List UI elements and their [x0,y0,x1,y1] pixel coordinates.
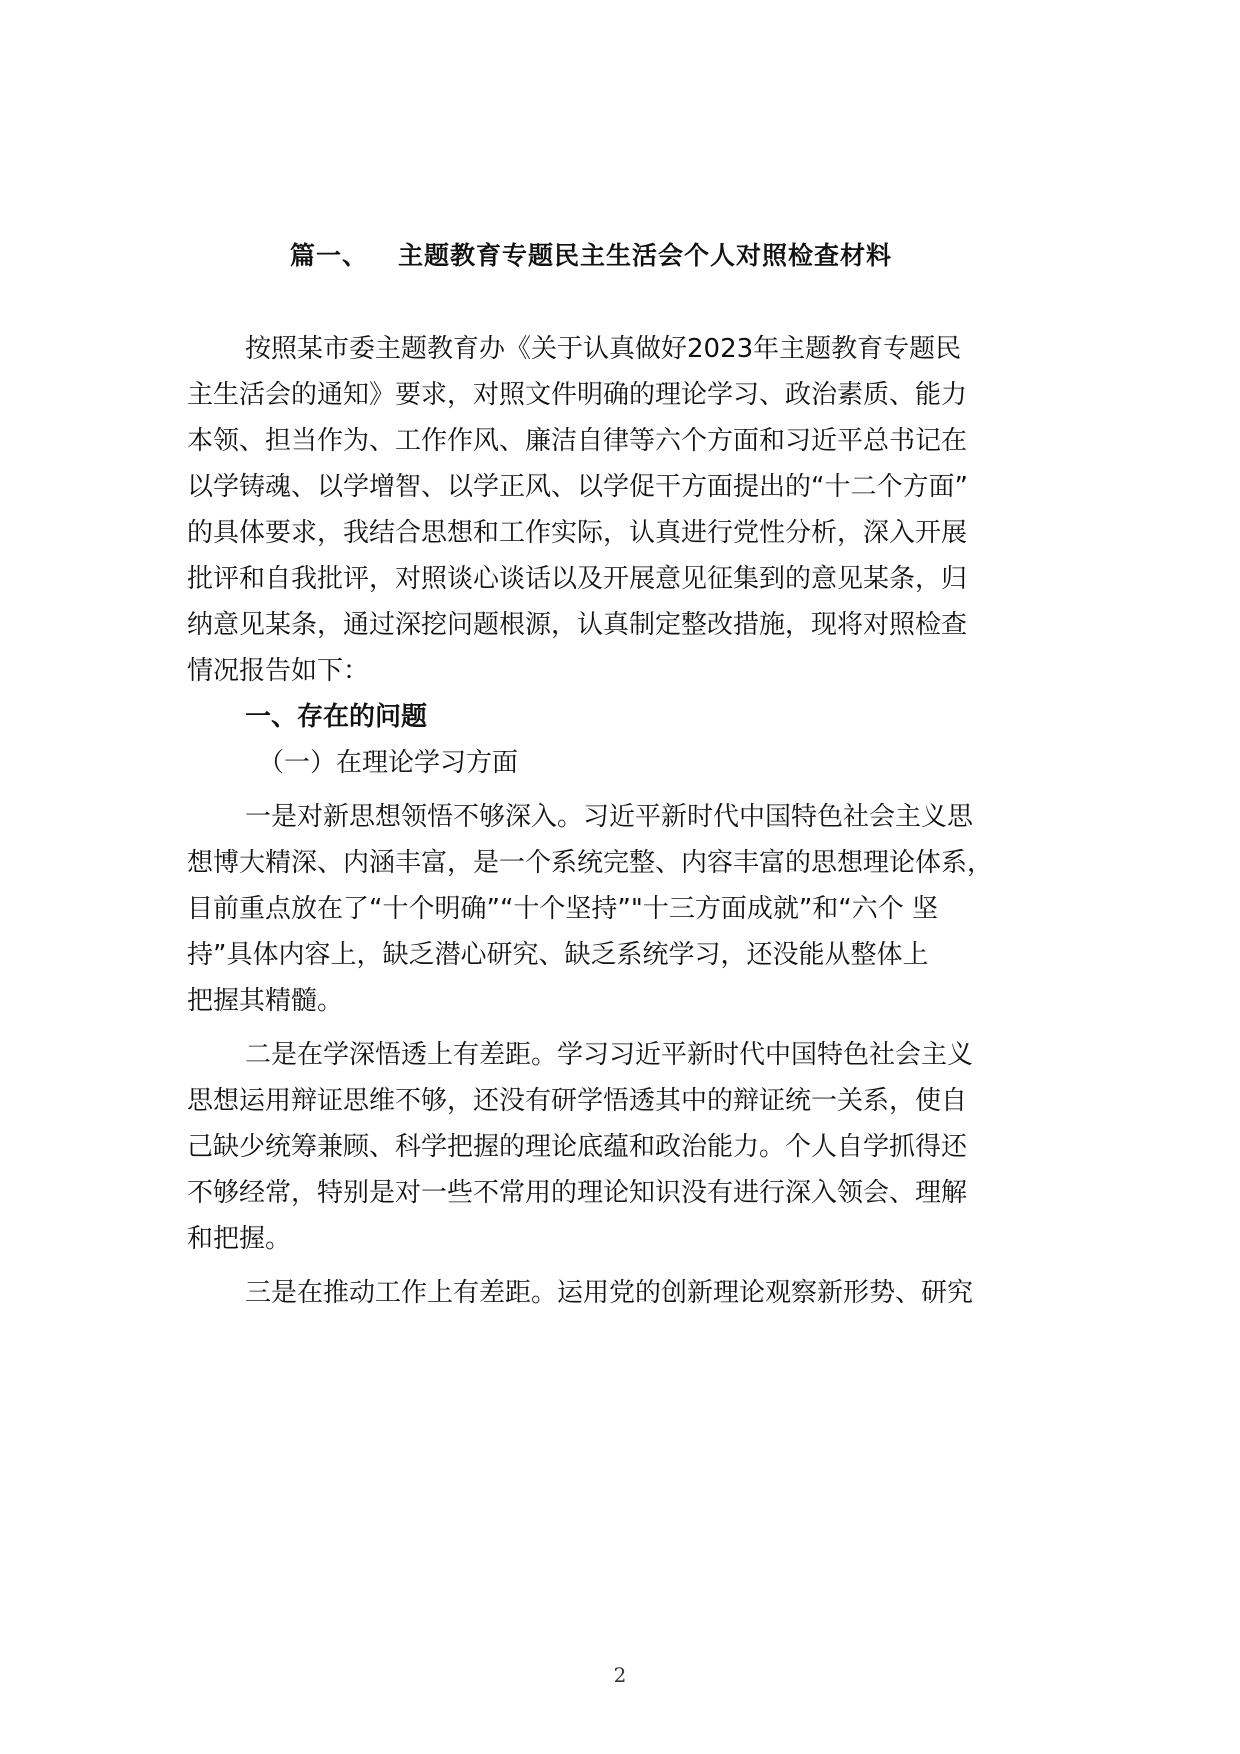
intro-line-8: 情况报告如下： [187,656,370,686]
title-prefix: 篇一、 [290,241,369,270]
section-heading: 一、存在的问题 [245,702,428,732]
intro-line-3: 本领、担当作为、工作作风、廉洁自律等六个方面和习近平总书记在 [187,426,968,456]
point-line-2: 想博大精深、内涵丰富，是一个系统完整、内容丰富的思想理论体系， [187,848,994,878]
point-line-8: 己缺少统筹兼顾、科学把握的理论底蕴和政治能力。个人自学抓得还 [187,1132,968,1162]
point-line-11: 三是在推动工作上有差距。运用党的创新理论观察新形势、研究 [245,1278,974,1308]
document-title [290,236,970,272]
intro-line-5: 的具体要求，我结合思想和工作实际，认真进行党性分析，深入开展 [187,518,968,548]
intro-line-2: 主生活会的通知》要求，对照文件明确的理论学习、政治素质、能力 [187,380,968,410]
intro-line-4: 以学铸魂、以学增智、以学正风、以学促干方面提出的“十二个方面” [187,472,968,502]
intro-line-7: 纳意见某条，通过深挖问题根源，认真制定整改措施，现将对照检查 [187,610,968,640]
point-line-5: 把握其精髓。 [187,986,344,1016]
intro-line-1: 按照某市委主题教育办《关于认真做好2023年主题教育专题民 [245,334,962,364]
intro-line-6: 批评和自我批评，对照谈心谈话以及开展意见征集到的意见某条，归 [187,564,968,594]
point-line-1: 一是对新思想领悟不够深入。习近平新时代中国特色社会主义思 [245,802,974,832]
page-number: 2 [613,1663,627,1687]
point-line-3: 目前重点放在了“十个明确”“十个坚持”"十三方面成就”和“六个 坚 [187,894,939,924]
point-line-7: 思想运用辩证思维不够，还没有研学悟透其中的辩证统一关系，使自 [187,1086,968,1116]
title-main: 主题教育专题民主生活会个人对照检查材料 [398,241,893,270]
subsection-heading: （一）在理论学习方面 [258,748,519,778]
point-line-4: 持”具体内容上，缺乏潜心研究、缺乏系统学习，还没能从整体上 [187,940,929,970]
point-line-10: 和把握。 [187,1224,292,1254]
point-line-9: 不够经常，特别是对一些不常用的理论知识没有进行深入领会、理解 [187,1178,968,1208]
point-line-6: 二是在学深悟透上有差距。学习习近平新时代中国特色社会主义 [245,1040,974,1070]
